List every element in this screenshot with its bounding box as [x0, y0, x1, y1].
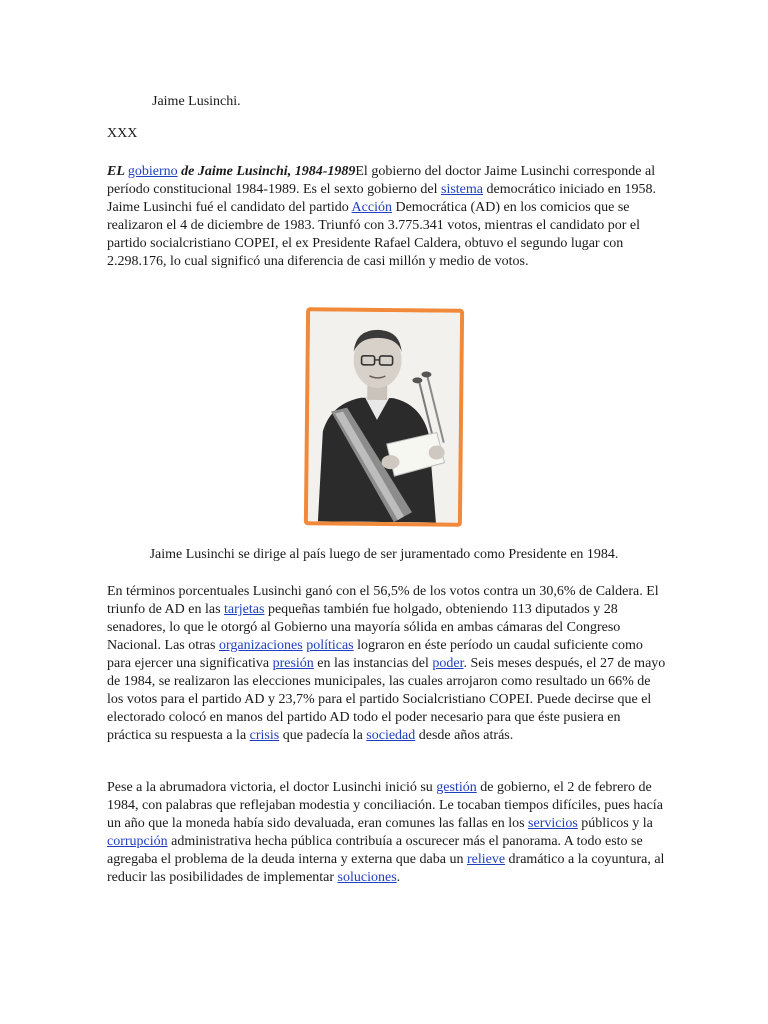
link-corrupcion[interactable]: corrupción: [107, 834, 168, 849]
results-text-4: lograron en éste período un caudal suficiente como para ejercer una significativa: [107, 638, 643, 671]
link-gobierno[interactable]: gobierno: [127, 164, 178, 179]
link-sociedad[interactable]: sociedad: [366, 728, 416, 743]
management-paragraph: [107, 779, 667, 887]
portrait-illustration: [308, 311, 460, 523]
results-paragraph: [107, 583, 667, 745]
document-heading: Jaime Lusinchi.: [152, 94, 241, 109]
portrait-photo: [304, 307, 464, 527]
link-tarjetas[interactable]: tarjetas: [224, 602, 265, 617]
intro-text-1: El gobierno del doctor Jaime Lusinchi corresponde al período constitucional 1984-1989. Es el sexto gobierno del: [107, 164, 656, 197]
link-gestion[interactable]: gestión: [436, 780, 477, 795]
link-presion[interactable]: presión: [272, 656, 314, 671]
results-text-5: en las instancias del: [313, 656, 433, 671]
link-crisis[interactable]: crisis: [249, 728, 280, 743]
photo-caption: Jaime Lusinchi se dirige al país luego de ser juramentado como Presidente en 1984.: [149, 547, 619, 562]
link-relieve[interactable]: relieve: [466, 852, 506, 867]
link-servicios[interactable]: servicios: [528, 816, 578, 831]
link-politicas[interactable]: políticas: [306, 638, 354, 653]
results-text-2: pequeñas también fue holgado, obteniendo 113 diputados y 28 senadores, lo que le otorgó al Gobierno una mayoría sólida en ambas cámaras del Congreso Nacional. Las otras: [107, 602, 621, 653]
management-text-6: .: [396, 870, 401, 885]
management-text-5: dramático a la coyuntura, al reducir las posibilidades de implementar: [107, 852, 665, 885]
placeholder-text: XXX: [107, 126, 138, 141]
management-text-1: Pese a la abrumadora victoria, el doctor Lusinchi inició su: [107, 780, 437, 795]
management-text-4: administrativa hecha pública contribuía a oscurecer más el panorama. A todo esto se agregaba el problema de la deuda interna y externa que daba un: [107, 834, 643, 867]
lead-bold-2: de Jaime Lusinchi, 1984-1989: [177, 164, 356, 179]
link-accion[interactable]: Acción: [351, 200, 392, 215]
link-sistema[interactable]: sistema: [441, 182, 483, 197]
results-text-6: . Seis meses después, el 27 de mayo de 1984, se realizaron las elecciones municipales, las cuales arrojaron como resultado un 66% de los votos para el partido AD y 23,7% para el partido Socialcristiano COPEI. Puede decirse que el electorado colocó en manos del partido AD todo el poder necesario para que éste pusiera en práctica su respuesta a la: [107, 656, 666, 743]
intro-text-2: democrático iniciado en 1958. Jaime Lusinchi fué el candidato del partido: [107, 182, 656, 215]
link-poder[interactable]: poder: [432, 656, 464, 671]
results-text-7: que padecía la: [279, 728, 367, 743]
intro-text-3: Democrática (AD) en los comicios que se realizaron el 4 de diciembre de 1983. Triunfó con 3.775.341 votos, mientras el candidato por el partido socialcristiano COPEI, el ex Presidente Rafael Caldera, obtuvo el segundo lugar con 2.298.176, lo cual significó una diferencia de casi millón y medio de votos.: [107, 200, 641, 269]
management-text-3: públicos y la: [577, 816, 653, 831]
lead-bold-1: EL: [107, 164, 128, 179]
management-text-2: de gobierno, el 2 de febrero de 1984, con palabras que reflejaban modestia y conciliación. Le tocaban tiempos difíciles, pues hacía un año que la moneda había sido devaluada, eran comunes las fallas en los: [107, 780, 663, 831]
intro-paragraph: [107, 163, 667, 271]
link-organizaciones[interactable]: organizaciones: [218, 638, 303, 653]
results-text-1: En términos porcentuales Lusinchi ganó con el 56,5% de los votos contra un 30,6% de Caldera. El triunfo de AD en las: [107, 584, 659, 617]
results-text-8: desde años atrás.: [415, 728, 514, 743]
link-soluciones[interactable]: soluciones: [337, 870, 397, 885]
